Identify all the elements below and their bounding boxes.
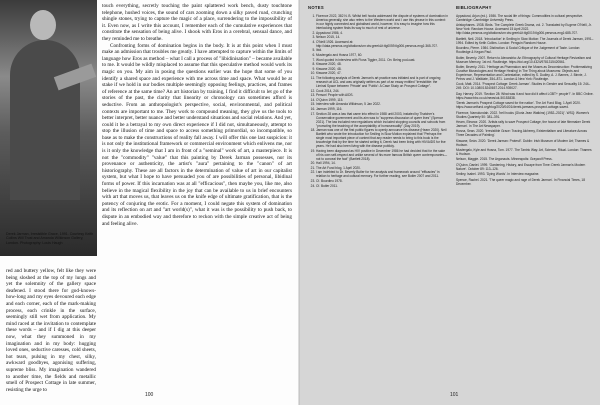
note-item: 19. Having been diagnosed as HIV positive in December 1986 he had decided that for the sake of his own self-respect and unlike several of his more famous British queer contemporaries—not to conceal the fact" (Bartlett 2018). — [316, 149, 448, 161]
bibliography-entry: Hosna, Sean. 2020. 'Irresistible Grace: Tracing Alchemy, Existentialism and Literature Across Three Decades of Painting'. — [456, 129, 587, 138]
photo-figure-body — [10, 40, 80, 200]
note-item: 7. Word quoted in interview with Fiona Tiggler, 2011. On: Being pod-cast. — [316, 58, 448, 62]
note-item: 3. Nelson 2015, 14. — [316, 35, 448, 39]
bibliography-entry: Kissane, Seán. 2020. 'Derek Jarman: Protest!'. Dublin: Irish Museum of Modern Art; Thames & Hudson. — [456, 138, 590, 147]
note-item: 23. Cf. Bourdieu 1978. — [316, 179, 448, 183]
note-item: 15. Interview with Amanda Wilkinson, 5 Jan 2022. — [316, 102, 448, 106]
bibliography-entry: 'Derek Jarman's Prospect Cottage saved for the nation'. The Art Fund Blog, 1 April 2020. https://www.artfund.org/blog/2020/04/01/derek-jarmans-prospect-cottage-saved. — [456, 101, 581, 110]
body-text-top — [102, 3, 292, 227]
note-item: 1. Florence 2022, 382 N. B. Whilst bell hooks addressed the dispute of systems of domination in America generally, she also refers to the Western world and I use this phrase in this context: in our highly connected and globalised world, however, it is easy to imagine how this interlocking system finds its way to much of rest of universe. — [316, 14, 448, 30]
bibliography-entry: Day, Harvey. 2019. 'Section 28: What was it and how did it affect LGBT+ people?'. In BBC Online. https://www.bbc.co.uk/news/uk-50153838. — [456, 91, 594, 100]
body-paragraph: Confronting forms of domination begins in the body. It is at this point when I must make an admission that troubles me greatly. I have attempted to capture within the limits of language how Eros as method – what I call a process of "libidinisation" – became available to me. It would be wildly misplaced to assume that this speculative method would work its magic on you. My aim in posing the questions earlier was the hope that some of you identify a shared space and experience with me across time and space. What would be at stake if we hold in our bodies multiple seemingly opposing feelings, practices, and frames of reference at the same time? An art historian by training, I find it difficult to let go of the stories of the past, the clarity that linearity or chronology can sometimes afford is seductive. From an anthropologist's perspective, social, environmental, and political contexts are important to me. They work to compound meaning, they give us the tools to better interpret, better nuance and better understand situations and social relations. And yet, could it be a betrayal to my own direct experience if I did not, simultaneously, attempt to stop the illusion of time and space to access something primordial, so incompatible, so base as to make the constructions of reality fall away. I will offer this one last suspicion: it is not only the institutional framework or commercial environment which enlivens me, nor is it only the knowledge that I am in front of a "seminal" work of art, a masterpiece. It is not the "commodity" "value" that this painting by Derek Jarman possesses, nor its provenance or authenticity, the artist's "aura" pertaining to the "canon" of art historiography. These are all factors in the determination of value of art in our capitalist system, but what I hope to have persuaded you of are possibilities of personal, libidinal forms of power. If this incarnation was at all "efficacious", then maybe you, like me, also believe in the magical flexibility in the joy that can be available to us in brief encounters with art that moves us, that leaves us on the knife edge of ultimate gratification, that is the potency of conjuring the erotic. For a moment, I could negate this system of domination and its reflection on art and "art world(s)", what it was is the possibility to push back, to dispute in an embodied way and therefore to reckon with the simple creative act of being and feeling alive. — [102, 42, 292, 227]
photo-figure-head — [30, 10, 56, 40]
bibliography-entry: Aristophanes. 1938. Birds. The Complete Greek Drama, vol. 2. Translated by Eugene O'Neill, Jr. New York: Random House. Accessed 15 April 2022. http://data.perseus.org/citations/urn:cts:greekLit:tlg0019.tlg006.perseus-eng1:685-707. — [456, 23, 592, 36]
note-item: 18. Jarman was one of the first public figures to openly announce his disease (Hearn 2020). Neil Bartlett who wrote the introduction for Smiling in Slow Motion explained that "Perhaps the single most important piece of context that any reader needs to bring to this book is the knowledge that by the time he started writing it, Derek had been living with HIV/AIDS for five years. He had also been living with the disease publicly. — [316, 128, 448, 148]
note-item: 17. Section 28 was a law that came into effect in 1988 until 2003, instated by Thatcher's Conservative government and its aim was to "suppress discussion of queer lives" (Spence 2021). The law included new regulations which included stopping councils and schools from "promoting the teaching of the acceptability of homosexuality" (Day 2019). — [316, 112, 448, 128]
bibliography-entry: Mustergalo, Kyle and Hosna, Tom. 1977. The Tantric Way: Art, Science, Ritual. London: Thames & Hudson. — [456, 148, 592, 157]
bibliography-entry: Nelson, Maggie. 2015. The Argonauts. Minneapolis: Graywolf Press. — [456, 157, 553, 162]
note-item: 16. Jarman 1999, 116. — [316, 107, 448, 111]
note-item: 20. Hall 1994, 14. — [316, 161, 448, 165]
note-item: 21. The Art Fund blog, 1 April 2020. — [316, 166, 448, 170]
bibliography-entry: Spence, Rachel. 2021. 'The queer magic and rage of Derek Jarman'. In Financial Times, 18 December. — [456, 177, 585, 186]
bibliography-entry: Butler, Beverly. 2007. Return to Alexandria: An Ethnography of Cultural Heritage Revivalism and Museum Memory, 1st ed. Routledge. https://doi.org/10.4324/9781315420561. — [456, 55, 592, 64]
bibliography-entry: Cook, Matt. 2014. 'Prospect Cottage: Derek Jarman'. Studies in Gender and Sexuality 15: 244–249. DOI: 10.1080/15240657.2014.939027. — [456, 82, 591, 91]
note-item: 10. Kissane 2020, 47. — [316, 71, 448, 75]
body-paragraph: red and buttery yellow, felt like they were being sloshed at the top of my lungs and yet the solemnity of the gallery space deafened. I stood there for god-knows-how-long and my eyes devoured each edge and each corner, each of the mark-making process, each crinkle in the surface, seemingly still wet from application. My mind raced at the invitation to contemplate these words – and if I dig at this deeper now, what they summoned in my imagination and in my body: hugging loved ones, seductive caresses, cold sheets, hot tears, pulsing in my chest, silky, awkward goodbyes, agonising suffering, supreme bliss. My imagination wandered to another time, the fields and metallic smell of Prospect Cottage in late summer, resisting the urge to — [6, 268, 96, 393]
body-text-bottom — [6, 268, 96, 393]
bibliography-entry: Florence, Namulundah. 2022. 'bell hooks (Gloria Jean Watkins) (1952–2021)'. WSQ: Women's Studies Quarterly 50: 381–391. — [456, 110, 590, 119]
bibliography-heading: BIBLIOGRAPHY — [456, 5, 492, 10]
note-item: 24. Cf. Butler 2011. — [316, 184, 448, 188]
notes-list — [308, 14, 448, 188]
bibliography-entry: Hearn, Eleanor. 2020. 'Artists rally to save Prospect Cottage, the house of late filmmaker Derek Jarman'. In The Art Newspaper. — [456, 119, 591, 128]
photo-caption: Derek Jarman, Irresistible Grace, 1991. Courtesy Keith Collins Will Trust and Amanda Wilkinson Gallery, London. Photography: Louis Haugh — [6, 232, 94, 245]
bibliography-entry: Appadurai, Arjun (ed.). 1986. The social life of things: Commodities in cultural perspective. Cambridge: Cambridge University Press. — [456, 14, 583, 22]
note-item: 9. Kissane 2020, 48. — [316, 67, 448, 71]
bibliography-column — [456, 6, 594, 187]
note-item: 2. Appadurai 1986, 4. — [316, 31, 448, 35]
bibliography-entry: Butler, Beverly. 2011. 'Heritage as Pharmakon and the Muses as Deconstruction: Problematizing Curative Museologies and Heritage Healing' in The Thing about Museums: Objects and Experience, Representation and Contestation, edited by S. Dudley, A. J. Barnes, J. Binnie, J. Petrov and J. Walklate, 354–871. London & New York: Routledge. — [456, 64, 592, 81]
bibliography-entry: Smiley, Isabel. 1993. 'Dying Words'. In Interview magazine. — [456, 172, 540, 177]
note-item: 8. Kissane 2020, 48. — [316, 62, 448, 66]
right-page — [300, 0, 600, 405]
bibliography-entry: O'Quinn, Daniel. 1999. 'Gardening, History, and Escape from Time: Derek Jarman's Modern Nature'. October 89: 113–126. — [456, 162, 586, 171]
note-item: 5. Ibid. — [316, 48, 448, 52]
note-item: 13. Person/ People with AIDS. — [316, 93, 448, 97]
note-item: 4. O'Neill 1926. Accessed at: http://data.perseus.org/citations/urn:cts:greekLit:tlg0059.tlg006.perseus-eng1:365-707. — [316, 40, 448, 48]
page-number-right: 101 — [450, 392, 459, 398]
bibliography-entry: Bourdieu, Pierre. 1984. Distinction: A Social Critique of the Judgement of Taste. London: Routledge & Kegan Paul. — [456, 46, 581, 55]
bibliography-entry: Bartlett, Neil. 2018. 'Introduction' in Smiling in Slow Motion: The Journals of Derek Jarman, 1991–1994. Edited by Keith Collins. London: Penguin Random House. — [456, 36, 594, 45]
note-item: 22. I am indebted to Dr. Beverly Butler for her analysis and framework around "efficacies" in relation to heritage and cultural memory. For further reading, see Butler 2007 and 2011. — [316, 170, 448, 178]
note-item: 11. The following analysis of Derek Jarman's art practice was initiated and is part of ongoing research at UCL and was originally written as part of an essay entitled "Irresistible: the Liminal Space between 'Private' and 'Public': A Case Study on Prospect Cottage". — [316, 76, 448, 88]
page-number-left: 100 — [145, 392, 154, 398]
note-item: 6. Mustergalo and Hosna 1977, 60. — [316, 53, 448, 57]
note-item: 14. O'Quinn 1999, 115. — [316, 98, 448, 102]
notes-heading: NOTES — [308, 5, 324, 10]
bibliography-list — [456, 14, 594, 186]
artwork-photo — [0, 0, 97, 256]
body-paragraph: touch everything, secretly touching the paint splattered work bench, dusty touchtone telephone, hushed voices, the sound of cars zooming down a silky paved road, crunching shingle stones, trying to capture the magic of a place, surrendering to the impossibility of it. Even now, as I write this account, I remember each of the cumulative experiences that constitute the sensation of being alive. I shook with Eros in a cerebral, sensual dance, and they reminded me to breathe. — [102, 3, 292, 42]
notes-column — [308, 6, 448, 188]
note-item: 12. Cook 2014, 244. — [316, 89, 448, 93]
